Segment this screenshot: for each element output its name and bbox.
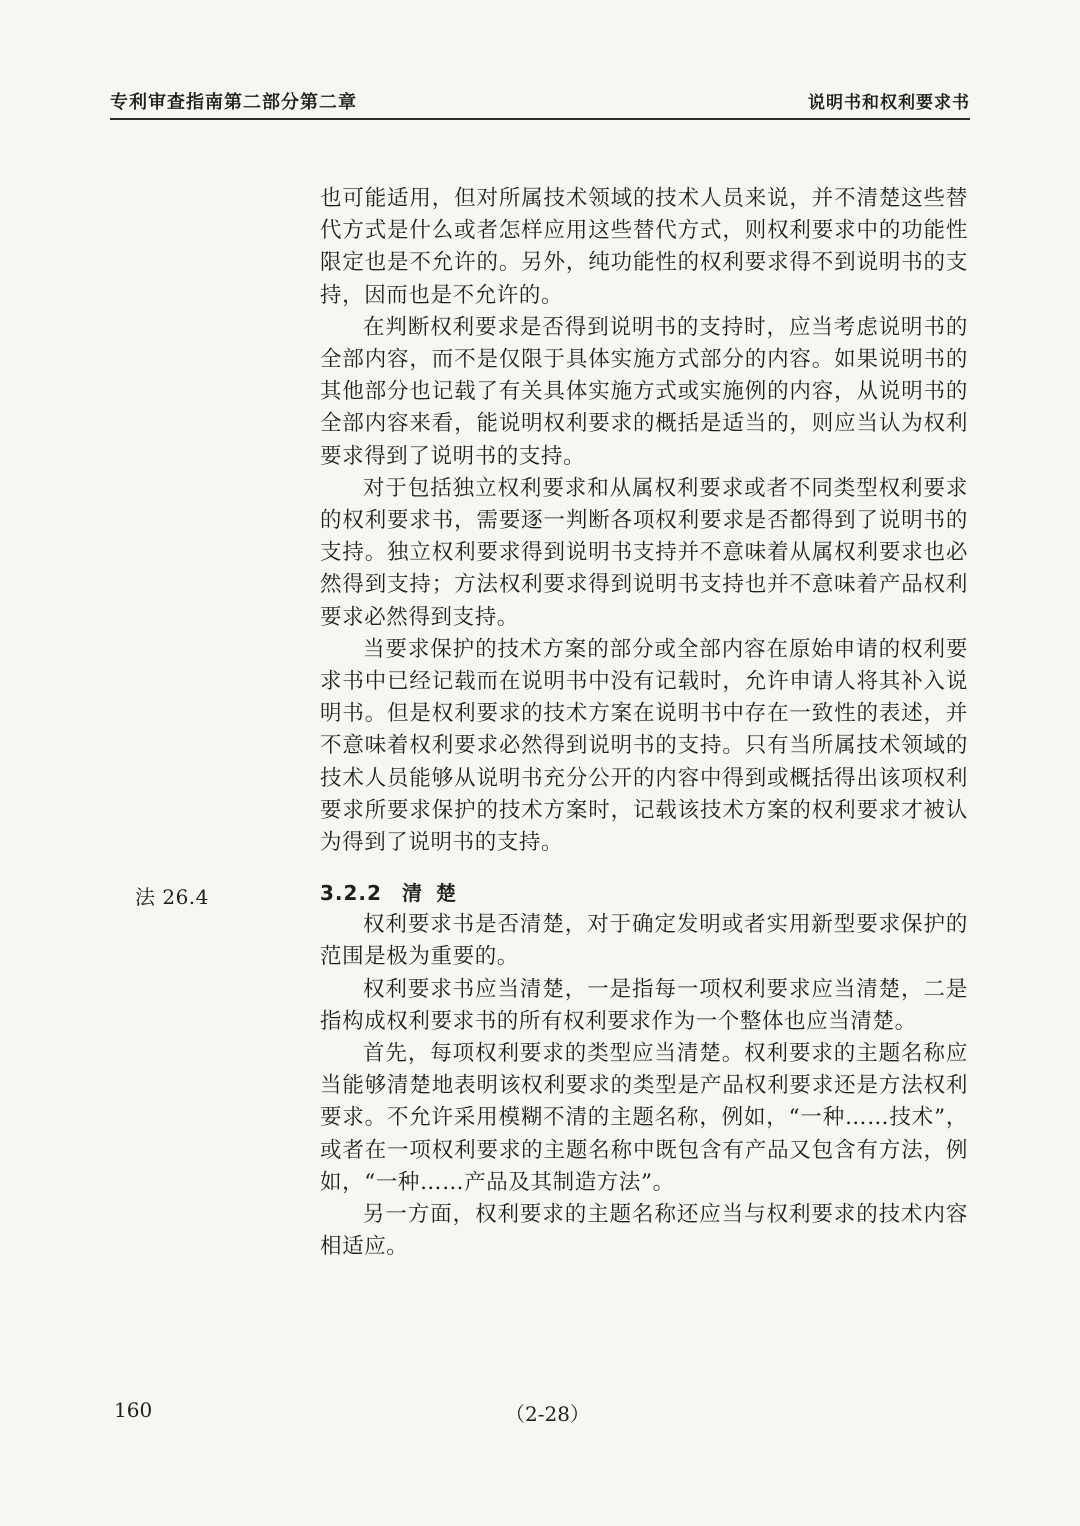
- paragraph: 首先，每项权利要求的类型应当清楚。权利要求的主题名称应当能够清楚地表明该权利要求的类型是产品权利要求还是方法权利要求。不允许采用模糊不清的主题名称，例如，“一种……技术”，或者在一项权利要求的主题名称中既包含有产品又包含有方法，例如，“一种……产品及其制造方法”。: [320, 1041, 968, 1195]
- paragraph: 权利要求书应当清楚，一是指每一项权利要求应当清楚，二是指构成权利要求书的所有权利要求作为一个整体也应当清楚。: [320, 976, 968, 1034]
- page-number: 160: [114, 1398, 153, 1422]
- paragraph: 权利要求书是否清楚，对于确定发明或者实用新型要求保护的范围是极为重要的。: [320, 912, 968, 970]
- header-section-title: 说明书和权利要求书: [808, 93, 970, 113]
- paragraph: 对于包括独立权利要求和从属权利要求或者不同类型权利要求的权利要求书，需要逐一判断各项权利要求是否都得到了说明书的支持。独立权利要求得到说明书支持并不意味着从属权利要求也必然得到支持；方法权利要求得到说明书支持也并不意味着产品权利要求必然得到支持。: [320, 475, 968, 630]
- section-heading: [320, 877, 968, 909]
- paragraph: 当要求保护的技术方案的部分或全部内容在原始申请的权利要求书中已经记载而在说明书中没有记载时，允许申请人将其补入说明书。但是权利要求的技术方案在说明书中存在一致性的表述，并不意味着权利要求必然得到说明书的支持。只有当所属技术领域的技术人员能够从说明书充分公开的内容中得到或概括得出该项权利要求所要求保护的技术方案时，记载该技术方案的权利要求才被认为得到了说明书的支持。: [320, 636, 968, 856]
- section-number: 3.2.2: [320, 881, 382, 906]
- running-header: [110, 82, 970, 120]
- section-title: 清楚: [401, 881, 470, 906]
- paragraph: 在判断权利要求是否得到说明书的支持时，应当考虑说明书的全部内容，而不是仅限于具体实施方式部分的内容。如果说明书的其他部分也记载了有关具体实施方式或实施例的内容，从说明书的全部内容来看，能说明权利要求的概括是适当的，则应当认为权利要求得到了说明书的支持。: [320, 314, 968, 469]
- law-reference-margin-note: 法 26.4: [135, 885, 209, 910]
- section-page-code: （2-28）: [505, 1402, 590, 1426]
- header-chapter-title: 专利审查指南第二部分第二章: [110, 92, 357, 113]
- paragraph: 也可能适用，但对所属技术领域的技术人员来说，并不清楚这些替代方式是什么或者怎样应用这些替代方式，则权利要求中的功能性限定也是不允许的。另外，纯功能性的权利要求得不到说明书的支持，因而也是不允许的。: [320, 186, 968, 308]
- main-text: [320, 183, 968, 1264]
- paragraph: 另一方面，权利要求的主题名称还应当与权利要求的技术内容相适应。: [320, 1202, 968, 1260]
